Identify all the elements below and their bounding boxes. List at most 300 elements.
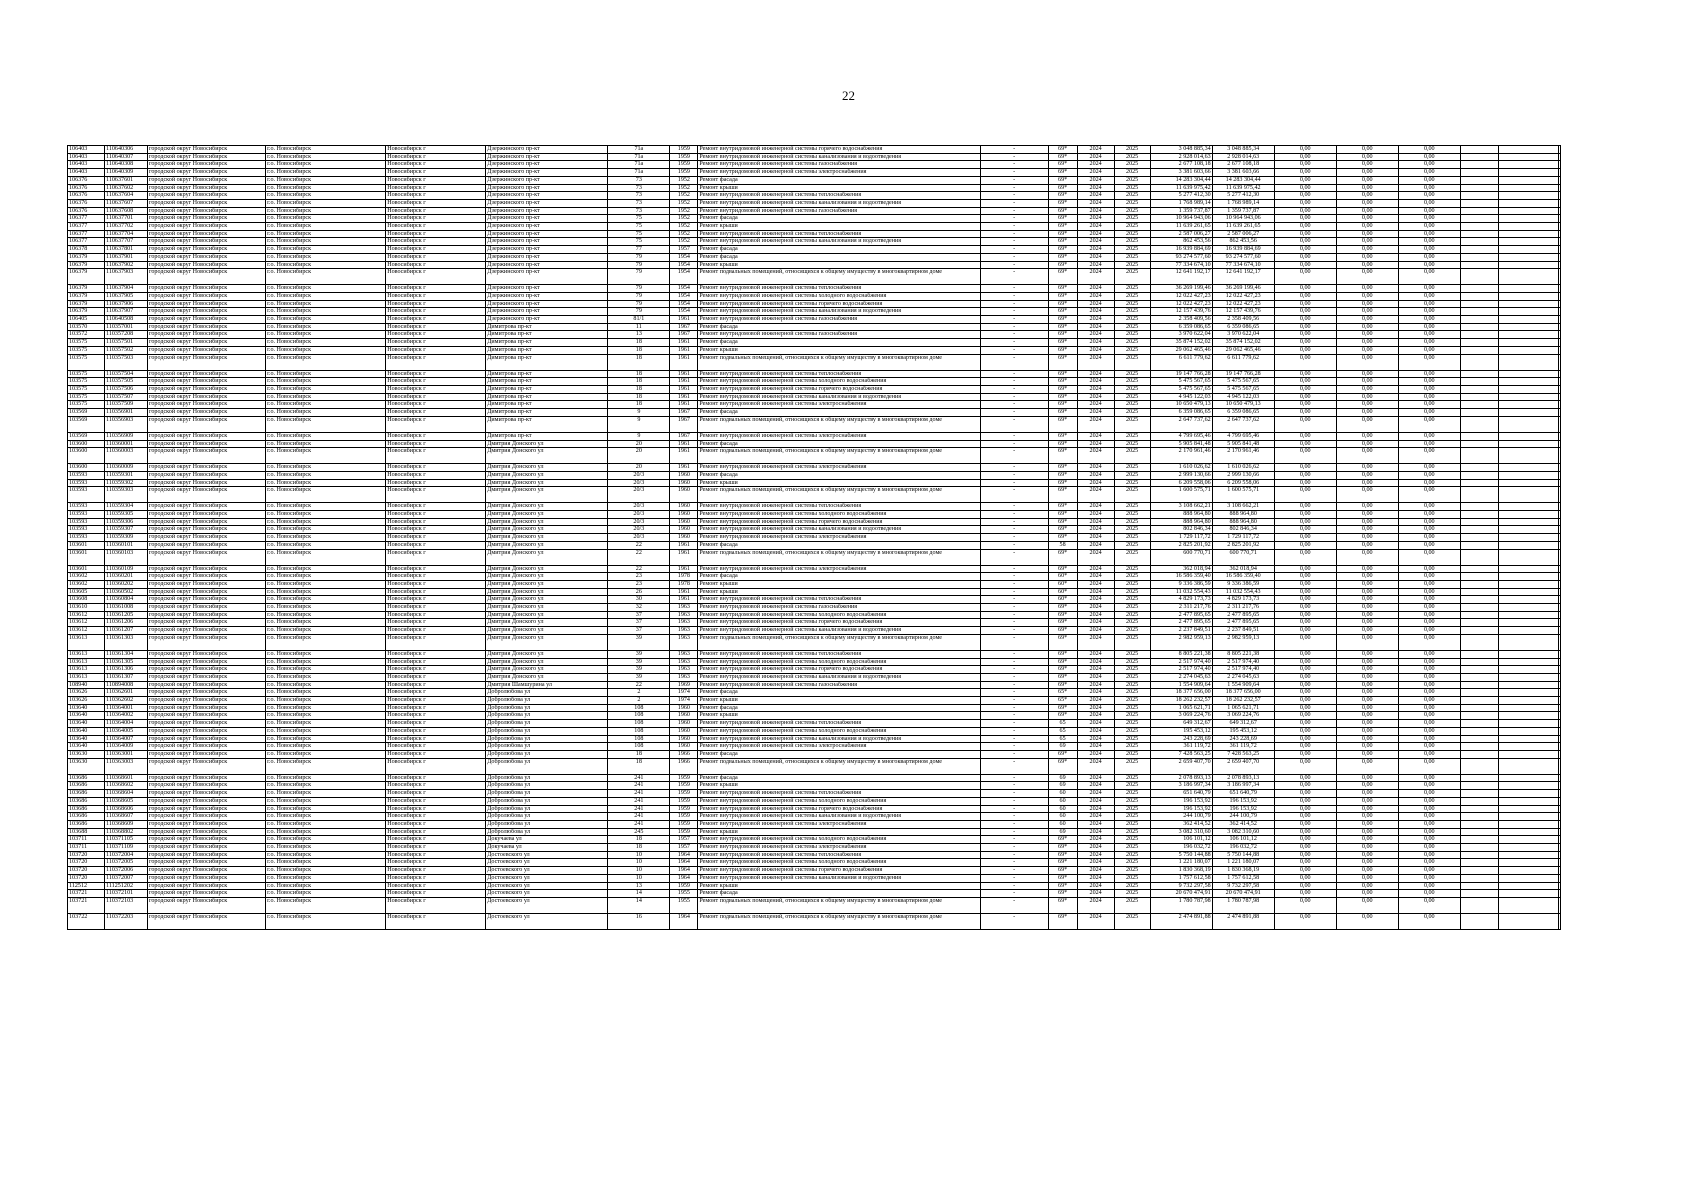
build-year-cell: 1959 xyxy=(670,828,698,836)
city-cell: Новосибирск г xyxy=(386,230,486,238)
zero-cell-3: 0,00 xyxy=(1398,354,1460,370)
zero-cell-2: 0,00 xyxy=(1336,416,1398,432)
work-code-cell: 110637903 xyxy=(105,269,148,285)
district-cell: городской округ Новосибирск xyxy=(148,913,266,929)
work-code-cell: 110637905 xyxy=(105,292,148,300)
empty-cell-1 xyxy=(1460,727,1498,735)
amount-cell: 12 157 439,76 xyxy=(1212,308,1274,316)
city-cell: Новосибирск г xyxy=(386,751,486,759)
dash-cell: - xyxy=(980,712,1048,720)
house-number-cell: 22 xyxy=(608,541,670,549)
work-type-cell: Ремонт фасада xyxy=(698,409,980,417)
street-cell: Дмитрия Донского ул xyxy=(486,573,608,581)
plan-end-cell: 2025 xyxy=(1114,673,1150,681)
zero-cell-1: 0,00 xyxy=(1274,619,1336,627)
zero-cell-1: 0,00 xyxy=(1274,666,1336,674)
table-row xyxy=(68,409,1561,417)
work-code-cell: 110637702 xyxy=(105,223,148,231)
municipality-cell: г.о. Новосибирск xyxy=(266,596,386,604)
zero-cell-3: 0,00 xyxy=(1398,704,1460,712)
zero-cell-2: 0,00 xyxy=(1336,346,1398,354)
empty-cell-2 xyxy=(1498,401,1558,409)
work-code-cell: 110360502 xyxy=(105,588,148,596)
cost-cell: 2 237 849,51 xyxy=(1150,627,1212,635)
street-cell: Дзержинского пр-кт xyxy=(486,269,608,285)
empty-cell-3 xyxy=(1558,308,1560,316)
zero-cell-1: 0,00 xyxy=(1274,354,1336,370)
cost-cell: 6 359 086,65 xyxy=(1150,409,1212,417)
amount-cell: 7 428 563,25 xyxy=(1212,751,1274,759)
empty-cell-1 xyxy=(1460,689,1498,697)
zero-cell-3: 0,00 xyxy=(1398,867,1460,875)
street-cell: Дзержинского пр-кт xyxy=(486,192,608,200)
work-type-cell: Ремонт крыши xyxy=(698,479,980,487)
municipality-cell: г.о. Новосибирск xyxy=(266,634,386,650)
street-cell: Дзержинского пр-кт xyxy=(486,292,608,300)
zero-cell-1: 0,00 xyxy=(1274,867,1336,875)
amount-cell: 14 283 304,44 xyxy=(1212,176,1274,184)
table-row xyxy=(68,681,1561,689)
empty-cell-2 xyxy=(1498,300,1558,308)
term-cell: 69 xyxy=(1048,774,1077,782)
term-cell: 58 xyxy=(1048,541,1077,549)
zero-cell-2: 0,00 xyxy=(1336,689,1398,697)
plan-start-cell: 2024 xyxy=(1077,246,1114,254)
house-code-cell: 103593 xyxy=(68,479,105,487)
district-cell: городской округ Новосибирск xyxy=(148,828,266,836)
zero-cell-2: 0,00 xyxy=(1336,253,1398,261)
house-code-cell: 106377 xyxy=(68,215,105,223)
dash-cell: - xyxy=(980,184,1048,192)
zero-cell-2: 0,00 xyxy=(1336,727,1398,735)
municipality-cell: г.о. Новосибирск xyxy=(266,378,386,386)
house-number-cell: 23 xyxy=(608,580,670,588)
municipality-cell: г.о. Новосибирск xyxy=(266,230,386,238)
zero-cell-3: 0,00 xyxy=(1398,859,1460,867)
empty-cell-3 xyxy=(1558,393,1560,401)
empty-cell-3 xyxy=(1558,246,1560,254)
zero-cell-2: 0,00 xyxy=(1336,549,1398,565)
work-code-cell: 110359306 xyxy=(105,518,148,526)
term-cell: 69* xyxy=(1048,184,1077,192)
zero-cell-1: 0,00 xyxy=(1274,774,1336,782)
amount-cell: 3 186 997,34 xyxy=(1212,782,1274,790)
capital-repair-register-table xyxy=(67,145,1561,930)
empty-cell-3 xyxy=(1558,401,1560,409)
empty-cell-3 xyxy=(1558,805,1560,813)
amount-cell: 196 153,92 xyxy=(1212,805,1274,813)
zero-cell-1: 0,00 xyxy=(1274,339,1336,347)
build-year-cell: 1960 xyxy=(670,712,698,720)
zero-cell-1: 0,00 xyxy=(1274,526,1336,534)
cost-cell: 2 170 961,46 xyxy=(1150,448,1212,464)
district-cell: городской округ Новосибирск xyxy=(148,378,266,386)
work-code-cell: 110361206 xyxy=(105,619,148,627)
district-cell: городской округ Новосибирск xyxy=(148,604,266,612)
zero-cell-3: 0,00 xyxy=(1398,805,1460,813)
empty-cell-2 xyxy=(1498,385,1558,393)
empty-cell-2 xyxy=(1498,378,1558,386)
table-row xyxy=(68,316,1561,324)
work-type-cell: Ремонт крыши xyxy=(698,882,980,890)
amount-cell: 3 381 603,66 xyxy=(1212,169,1274,177)
work-code-cell: 110361305 xyxy=(105,658,148,666)
zero-cell-3: 0,00 xyxy=(1398,913,1460,929)
empty-cell-3 xyxy=(1558,487,1560,503)
work-type-cell: Ремонт внутридомовой инженерной системы канализования и водоотведения xyxy=(698,874,980,882)
zero-cell-3: 0,00 xyxy=(1398,634,1460,650)
plan-end-cell: 2025 xyxy=(1114,851,1150,859)
term-cell: 60* xyxy=(1048,596,1077,604)
municipality-cell: г.о. Новосибирск xyxy=(266,697,386,705)
work-type-cell: Ремонт фасада xyxy=(698,253,980,261)
empty-cell-2 xyxy=(1498,836,1558,844)
empty-cell-2 xyxy=(1498,913,1558,929)
street-cell: Дмитрия Донского ул xyxy=(486,658,608,666)
empty-cell-2 xyxy=(1498,269,1558,285)
table-row xyxy=(68,432,1561,440)
street-cell: Добролюбова ул xyxy=(486,720,608,728)
municipality-cell: г.о. Новосибирск xyxy=(266,261,386,269)
city-cell: Новосибирск г xyxy=(386,511,486,519)
house-code-cell: 103640 xyxy=(68,735,105,743)
cost-cell: 1 610 026,62 xyxy=(1150,464,1212,472)
house-code-cell: 103686 xyxy=(68,790,105,798)
plan-start-cell: 2024 xyxy=(1077,619,1114,627)
plan-start-cell: 2024 xyxy=(1077,199,1114,207)
street-cell: Достоевского ул xyxy=(486,882,608,890)
work-type-cell: Ремонт внутридомовой инженерной системы газоснабжения xyxy=(698,331,980,339)
build-year-cell: 1954 xyxy=(670,285,698,293)
zero-cell-2: 0,00 xyxy=(1336,673,1398,681)
house-code-cell: 106377 xyxy=(68,238,105,246)
plan-end-cell: 2025 xyxy=(1114,604,1150,612)
table-row xyxy=(68,689,1561,697)
zero-cell-3: 0,00 xyxy=(1398,292,1460,300)
empty-cell-2 xyxy=(1498,782,1558,790)
amount-cell: 12 641 192,17 xyxy=(1212,269,1274,285)
cost-cell: 3 082 310,60 xyxy=(1150,828,1212,836)
work-type-cell: Ремонт внутридомовой инженерной системы электроснабжения xyxy=(698,820,980,828)
zero-cell-1: 0,00 xyxy=(1274,782,1336,790)
empty-cell-3 xyxy=(1558,518,1560,526)
plan-start-cell: 2024 xyxy=(1077,215,1114,223)
empty-cell-3 xyxy=(1558,580,1560,588)
zero-cell-3: 0,00 xyxy=(1398,331,1460,339)
zero-cell-1: 0,00 xyxy=(1274,199,1336,207)
zero-cell-3: 0,00 xyxy=(1398,774,1460,782)
zero-cell-1: 0,00 xyxy=(1274,448,1336,464)
empty-cell-3 xyxy=(1558,323,1560,331)
street-cell: Дзержинского пр-кт xyxy=(486,153,608,161)
amount-cell: 2 078 893,13 xyxy=(1212,774,1274,782)
work-code-cell: 110359302 xyxy=(105,479,148,487)
house-number-cell: 79 xyxy=(608,300,670,308)
table-row xyxy=(68,758,1561,774)
empty-cell-1 xyxy=(1460,385,1498,393)
district-cell: городской округ Новосибирск xyxy=(148,634,266,650)
term-cell: 69* xyxy=(1048,199,1077,207)
street-cell: Дзержинского пр-кт xyxy=(486,199,608,207)
work-code-cell: 110640306 xyxy=(105,146,148,154)
district-cell: городской округ Новосибирск xyxy=(148,720,266,728)
build-year-cell: 1960 xyxy=(670,471,698,479)
amount-cell: 1 830 368,19 xyxy=(1212,867,1274,875)
municipality-cell: г.о. Новосибирск xyxy=(266,146,386,154)
plan-end-cell: 2025 xyxy=(1114,261,1150,269)
zero-cell-3: 0,00 xyxy=(1398,223,1460,231)
zero-cell-3: 0,00 xyxy=(1398,627,1460,635)
zero-cell-3: 0,00 xyxy=(1398,385,1460,393)
city-cell: Новосибирск г xyxy=(386,323,486,331)
table-row xyxy=(68,650,1561,658)
city-cell: Новосибирск г xyxy=(386,890,486,898)
house-code-cell: 103720 xyxy=(68,859,105,867)
zero-cell-3: 0,00 xyxy=(1398,828,1460,836)
district-cell: городской округ Новосибирск xyxy=(148,666,266,674)
empty-cell-3 xyxy=(1558,230,1560,238)
street-cell: Дзержинского пр-кт xyxy=(486,238,608,246)
house-number-cell: 108 xyxy=(608,743,670,751)
district-cell: городской округ Новосибирск xyxy=(148,758,266,774)
table-row xyxy=(68,619,1561,627)
empty-cell-1 xyxy=(1460,479,1498,487)
term-cell: 69* xyxy=(1048,867,1077,875)
work-type-cell: Ремонт внутридомовой инженерной системы теплоснабжения xyxy=(698,370,980,378)
build-year-cell: 1963 xyxy=(670,658,698,666)
zero-cell-1: 0,00 xyxy=(1274,820,1336,828)
city-cell: Новосибирск г xyxy=(386,573,486,581)
city-cell: Новосибирск г xyxy=(386,223,486,231)
plan-end-cell: 2025 xyxy=(1114,354,1150,370)
amount-cell: 2 237 849,51 xyxy=(1212,627,1274,635)
zero-cell-3: 0,00 xyxy=(1398,146,1460,154)
house-code-cell: 103601 xyxy=(68,565,105,573)
build-year-cell: 1963 xyxy=(670,611,698,619)
empty-cell-3 xyxy=(1558,681,1560,689)
amount-cell: 6 359 086,65 xyxy=(1212,409,1274,417)
table-row xyxy=(68,580,1561,588)
street-cell: Дзержинского пр-кт xyxy=(486,253,608,261)
zero-cell-3: 0,00 xyxy=(1398,874,1460,882)
term-cell: 69* xyxy=(1048,285,1077,293)
empty-cell-2 xyxy=(1498,712,1558,720)
empty-cell-1 xyxy=(1460,735,1498,743)
cost-cell: 1 221 180,07 xyxy=(1150,859,1212,867)
house-number-cell: 20 xyxy=(608,448,670,464)
plan-start-cell: 2024 xyxy=(1077,573,1114,581)
work-code-cell: 110637601 xyxy=(105,176,148,184)
municipality-cell: г.о. Новосибирск xyxy=(266,432,386,440)
work-code-cell: 110637607 xyxy=(105,199,148,207)
empty-cell-3 xyxy=(1558,207,1560,215)
term-cell: 69* xyxy=(1048,207,1077,215)
house-number-cell: 108 xyxy=(608,712,670,720)
zero-cell-2: 0,00 xyxy=(1336,565,1398,573)
zero-cell-3: 0,00 xyxy=(1398,308,1460,316)
work-type-cell: Ремонт крыши xyxy=(698,346,980,354)
plan-start-cell: 2024 xyxy=(1077,541,1114,549)
empty-cell-1 xyxy=(1460,331,1498,339)
term-cell: 69* xyxy=(1048,146,1077,154)
city-cell: Новосибирск г xyxy=(386,820,486,828)
plan-start-cell: 2024 xyxy=(1077,588,1114,596)
zero-cell-3: 0,00 xyxy=(1398,370,1460,378)
zero-cell-2: 0,00 xyxy=(1336,790,1398,798)
house-code-cell: 106403 xyxy=(68,169,105,177)
house-code-cell: 103640 xyxy=(68,720,105,728)
empty-cell-3 xyxy=(1558,146,1560,154)
empty-cell-1 xyxy=(1460,448,1498,464)
house-code-cell: 103608 xyxy=(68,596,105,604)
empty-cell-2 xyxy=(1498,518,1558,526)
zero-cell-2: 0,00 xyxy=(1336,378,1398,386)
term-cell: 69* xyxy=(1048,619,1077,627)
empty-cell-2 xyxy=(1498,565,1558,573)
dash-cell: - xyxy=(980,828,1048,836)
municipality-cell: г.о. Новосибирск xyxy=(266,565,386,573)
zero-cell-1: 0,00 xyxy=(1274,534,1336,542)
empty-cell-3 xyxy=(1558,511,1560,519)
empty-cell-2 xyxy=(1498,751,1558,759)
build-year-cell: 1959 xyxy=(670,146,698,154)
dash-cell: - xyxy=(980,238,1048,246)
cost-cell: 5 905 841,48 xyxy=(1150,440,1212,448)
dash-cell: - xyxy=(980,199,1048,207)
district-cell: городской округ Новосибирск xyxy=(148,882,266,890)
empty-cell-1 xyxy=(1460,851,1498,859)
dash-cell: - xyxy=(980,308,1048,316)
term-cell: 69* xyxy=(1048,464,1077,472)
cost-cell: 2 274 045,63 xyxy=(1150,673,1212,681)
house-number-cell: 241 xyxy=(608,782,670,790)
plan-start-cell: 2024 xyxy=(1077,448,1114,464)
build-year-cell: 1952 xyxy=(670,199,698,207)
work-code-cell: 110364002 xyxy=(105,712,148,720)
table-row xyxy=(68,354,1561,370)
plan-end-cell: 2025 xyxy=(1114,580,1150,588)
municipality-cell: г.о. Новосибирск xyxy=(266,511,386,519)
amount-cell: 243 228,69 xyxy=(1212,735,1274,743)
empty-cell-3 xyxy=(1558,238,1560,246)
work-code-cell: 110637604 xyxy=(105,192,148,200)
district-cell: городской округ Новосибирск xyxy=(148,269,266,285)
city-cell: Новосибирск г xyxy=(386,308,486,316)
term-cell: 69* xyxy=(1048,230,1077,238)
cost-cell: 2 474 891,88 xyxy=(1150,913,1212,929)
zero-cell-1: 0,00 xyxy=(1274,176,1336,184)
plan-end-cell: 2025 xyxy=(1114,913,1150,929)
zero-cell-3: 0,00 xyxy=(1398,790,1460,798)
street-cell: Дзержинского пр-кт xyxy=(486,316,608,324)
municipality-cell: г.о. Новосибирск xyxy=(266,487,386,503)
street-cell: Добролюбова ул xyxy=(486,813,608,821)
empty-cell-2 xyxy=(1498,331,1558,339)
municipality-cell: г.о. Новосибирск xyxy=(266,573,386,581)
amount-cell: 196 153,92 xyxy=(1212,797,1274,805)
empty-cell-2 xyxy=(1498,882,1558,890)
house-code-cell: 106376 xyxy=(68,199,105,207)
district-cell: городской округ Новосибирск xyxy=(148,192,266,200)
empty-cell-3 xyxy=(1558,479,1560,487)
work-type-cell: Ремонт внутридомовой инженерной системы теплоснабжения xyxy=(698,230,980,238)
house-code-cell: 106377 xyxy=(68,230,105,238)
district-cell: городской округ Новосибирск xyxy=(148,308,266,316)
dash-cell: - xyxy=(980,666,1048,674)
plan-end-cell: 2025 xyxy=(1114,487,1150,503)
table-row xyxy=(68,611,1561,619)
empty-cell-2 xyxy=(1498,503,1558,511)
street-cell: Дмитрия Донского ул xyxy=(486,588,608,596)
amount-cell: 196 032,72 xyxy=(1212,844,1274,852)
zero-cell-3: 0,00 xyxy=(1398,269,1460,285)
empty-cell-2 xyxy=(1498,666,1558,674)
house-number-cell: 241 xyxy=(608,813,670,821)
plan-start-cell: 2024 xyxy=(1077,416,1114,432)
city-cell: Новосибирск г xyxy=(386,385,486,393)
table-row xyxy=(68,890,1561,898)
zero-cell-1: 0,00 xyxy=(1274,487,1336,503)
work-code-cell: 110637904 xyxy=(105,285,148,293)
dash-cell: - xyxy=(980,704,1048,712)
zero-cell-1: 0,00 xyxy=(1274,658,1336,666)
term-cell: 69* xyxy=(1048,354,1077,370)
cost-cell: 5 475 567,65 xyxy=(1150,378,1212,386)
dash-cell: - xyxy=(980,464,1048,472)
empty-cell-1 xyxy=(1460,797,1498,805)
amount-cell: 651 640,79 xyxy=(1212,790,1274,798)
work-type-cell: Ремонт внутридомовой инженерной системы теплоснабжения xyxy=(698,790,980,798)
zero-cell-1: 0,00 xyxy=(1274,253,1336,261)
work-type-cell: Ремонт фасада xyxy=(698,471,980,479)
cost-cell: 1 359 737,87 xyxy=(1150,207,1212,215)
zero-cell-1: 0,00 xyxy=(1274,440,1336,448)
term-cell: 60* xyxy=(1048,588,1077,596)
municipality-cell: г.о. Новосибирск xyxy=(266,176,386,184)
work-type-cell: Ремонт внутридомовой инженерной системы канализования и водоотведения xyxy=(698,813,980,821)
build-year-cell: 1959 xyxy=(670,805,698,813)
plan-end-cell: 2025 xyxy=(1114,176,1150,184)
term-cell: 69* xyxy=(1048,511,1077,519)
work-code-cell: 110372004 xyxy=(105,851,148,859)
street-cell: Добролюбова ул xyxy=(486,727,608,735)
empty-cell-2 xyxy=(1498,261,1558,269)
work-type-cell: Ремонт фасада xyxy=(698,176,980,184)
term-cell: 60 xyxy=(1048,813,1077,821)
term-cell: 69* xyxy=(1048,339,1077,347)
build-year-cell: 1957 xyxy=(670,246,698,254)
empty-cell-3 xyxy=(1558,774,1560,782)
municipality-cell: г.о. Новосибирск xyxy=(266,161,386,169)
district-cell: городской округ Новосибирск xyxy=(148,565,266,573)
empty-cell-2 xyxy=(1498,440,1558,448)
zero-cell-1: 0,00 xyxy=(1274,409,1336,417)
plan-start-cell: 2024 xyxy=(1077,285,1114,293)
work-type-cell: Ремонт внутридомовой инженерной системы теплоснабжения xyxy=(698,192,980,200)
dash-cell: - xyxy=(980,292,1048,300)
build-year-cell: 1967 xyxy=(670,432,698,440)
work-type-cell: Ремонт крыши xyxy=(698,782,980,790)
empty-cell-1 xyxy=(1460,704,1498,712)
term-cell: 69* xyxy=(1048,323,1077,331)
table-row xyxy=(68,874,1561,882)
city-cell: Новосибирск г xyxy=(386,627,486,635)
district-cell: городской округ Новосибирск xyxy=(148,704,266,712)
street-cell: Добролюбова ул xyxy=(486,805,608,813)
plan-end-cell: 2025 xyxy=(1114,828,1150,836)
zero-cell-2: 0,00 xyxy=(1336,658,1398,666)
empty-cell-1 xyxy=(1460,518,1498,526)
